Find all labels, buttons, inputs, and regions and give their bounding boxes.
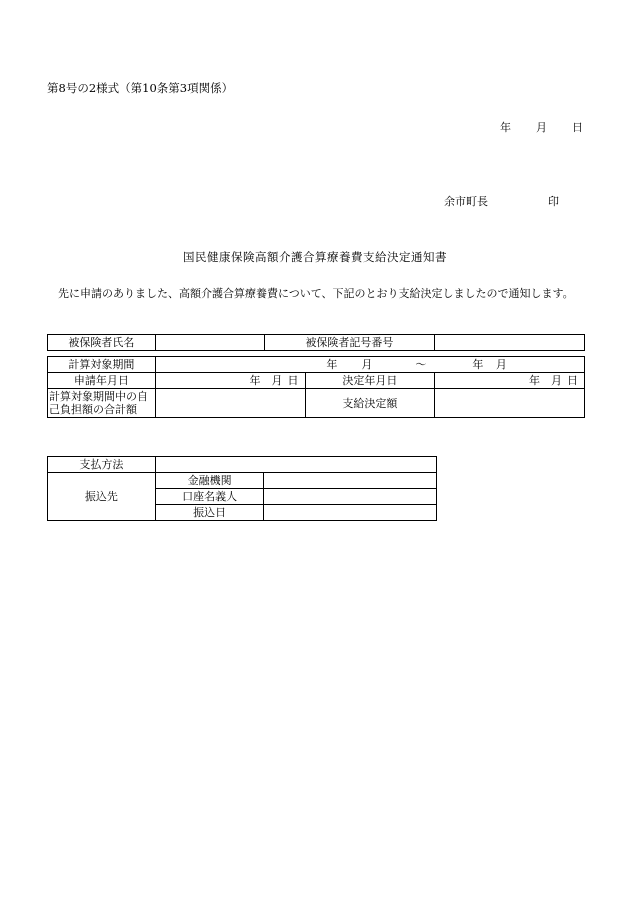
insured-name-field[interactable]: [155, 335, 264, 351]
insured-info-table: [47, 334, 585, 351]
calculation-table: [47, 356, 585, 418]
decision-date-field[interactable]: [435, 373, 585, 389]
period-year2: 年: [472, 358, 484, 371]
body-text: 先に申請のありました、高額介護合算療養費について、下記のとおり支給決定しましたので通知します。: [58, 287, 574, 300]
period-year1: 年: [326, 358, 338, 371]
decision-date-year: 年: [529, 374, 540, 387]
decision-date-month: 月: [551, 374, 562, 387]
payment-amount-field[interactable]: [435, 389, 585, 418]
period-label: 計算対象期間: [48, 357, 156, 373]
seal-mark: 印: [548, 195, 559, 208]
insured-number-field[interactable]: [435, 335, 585, 351]
bank-field[interactable]: [264, 473, 437, 489]
period-month2: 月: [495, 358, 507, 371]
period-field[interactable]: [155, 357, 584, 373]
date-month-label: 月: [536, 121, 547, 134]
bank-label: 金融機関: [155, 473, 264, 489]
self-pay-total-label: [48, 389, 156, 418]
payment-amount-label: 支給決定額: [305, 389, 435, 418]
application-date-year: 年: [249, 374, 261, 387]
self-pay-total-label-line1: 計算対象期間中の自: [49, 390, 148, 403]
date-day-label: 日: [572, 121, 583, 134]
transfer-date-field[interactable]: [264, 505, 437, 521]
payment-method-field[interactable]: [155, 457, 436, 473]
form-number: 第8号の2様式（第10条第3項関係）: [47, 81, 234, 95]
payment-method-label: 支払方法: [48, 457, 156, 473]
transfer-date-label: 振込日: [155, 505, 264, 521]
decision-date-day: 日: [567, 374, 578, 387]
decision-date-label: 決定年月日: [305, 373, 435, 389]
application-date-day: 日: [287, 374, 299, 387]
issuer-name: 余市町長: [444, 195, 488, 208]
insured-name-label: 被保険者氏名: [48, 335, 156, 351]
date-year-label: 年: [500, 121, 511, 134]
period-month1: 月: [361, 358, 373, 371]
issue-date: [500, 119, 583, 135]
account-holder-label: 口座名義人: [155, 489, 264, 505]
period-tilde: ～: [415, 358, 427, 371]
document-title: 国民健康保険高額介護合算療養費支給決定通知書: [183, 250, 447, 264]
insured-number-label: 被保険者記号番号: [264, 335, 435, 351]
account-holder-field[interactable]: [264, 489, 437, 505]
payment-table: [47, 456, 437, 521]
self-pay-total-field[interactable]: [155, 389, 305, 418]
transfer-destination-label: 振込先: [48, 473, 156, 521]
application-date-label: 申請年月日: [48, 373, 156, 389]
application-date-field[interactable]: [155, 373, 305, 389]
self-pay-total-label-line2: 己負担額の合計額: [49, 403, 137, 416]
application-date-month: 月: [271, 374, 283, 387]
